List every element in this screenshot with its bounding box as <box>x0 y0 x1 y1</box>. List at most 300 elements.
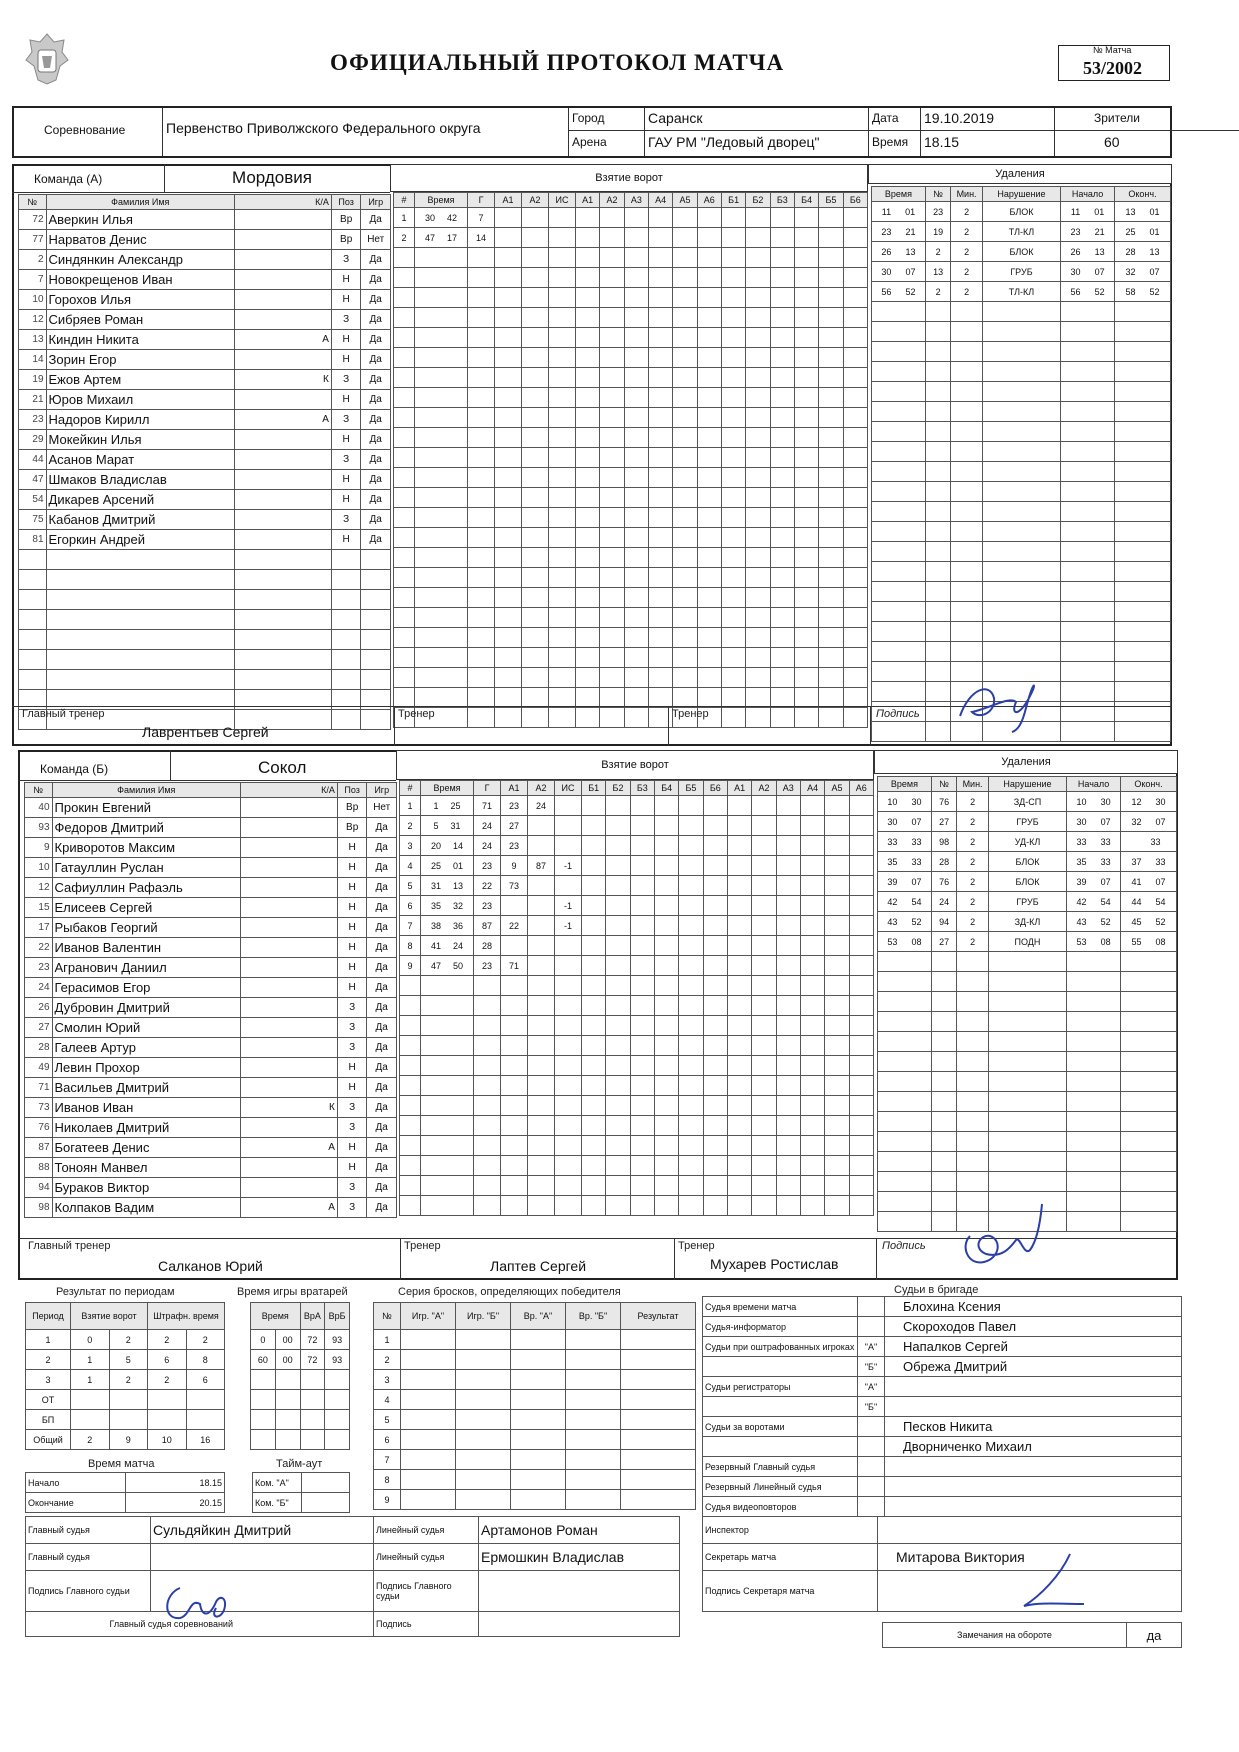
penalty-time <box>1061 242 1115 262</box>
empty-cell <box>400 1056 421 1076</box>
empty-cell <box>770 348 794 368</box>
empty-cell <box>415 688 468 708</box>
empty-cell <box>621 1330 696 1350</box>
empty-cell <box>600 448 624 468</box>
player-number: 54 <box>19 490 47 510</box>
empty-cell <box>606 956 630 976</box>
onice-header-cell: Б1 <box>721 193 745 208</box>
gk-s: 00 <box>275 1330 300 1350</box>
penalty-violation: ПОДН <box>988 932 1066 952</box>
empty-cell <box>849 1176 873 1196</box>
sig-line-label: Подпись Главного судьи <box>374 1571 479 1612</box>
penalty-row <box>872 422 1171 442</box>
penalty-header-cell: Время <box>872 187 926 202</box>
roster-row <box>25 838 397 858</box>
empty-cell <box>549 648 576 668</box>
official-row <box>703 1397 1182 1417</box>
official-row <box>703 1437 1182 1457</box>
empty-cell <box>528 996 555 1016</box>
empty-cell <box>522 408 549 428</box>
empty-cell <box>872 522 926 542</box>
empty-cell <box>951 562 983 582</box>
empty-cell <box>654 1196 678 1216</box>
penalty-time <box>1121 892 1177 912</box>
empty-cell <box>576 508 600 528</box>
empty-cell <box>703 1096 727 1116</box>
goal-row <box>400 956 874 976</box>
player-captain-mark: А <box>241 1138 338 1158</box>
player-captain-mark <box>241 878 338 898</box>
empty-cell <box>468 528 495 548</box>
empty-cell <box>415 428 468 448</box>
goal-row <box>394 608 868 628</box>
empty-cell <box>468 348 495 368</box>
goal-a1: 23 <box>501 836 528 856</box>
remarks-label: Замечания на обороте <box>883 1623 1127 1648</box>
match-number: 53/2002 <box>1083 58 1143 78</box>
penalty-row <box>872 282 1171 302</box>
goal-minute: 30 <box>424 212 435 223</box>
empty-cell <box>703 1196 727 1216</box>
empty-cell <box>727 896 751 916</box>
player-position: З <box>331 510 361 530</box>
empty-cell <box>776 856 800 876</box>
empty-cell <box>630 836 654 856</box>
empty-cell <box>606 916 630 936</box>
player-name: Шмаков Владислав <box>46 470 235 490</box>
empty-cell <box>600 208 624 228</box>
empty-cell <box>648 308 672 328</box>
roster-row <box>25 938 397 958</box>
empty-cell <box>600 248 624 268</box>
goal-a2 <box>528 956 555 976</box>
empty-cell <box>727 816 751 836</box>
penalty-sec: 07 <box>1149 266 1160 277</box>
empty-cell <box>1067 1012 1121 1032</box>
empty-cell <box>415 448 468 468</box>
penalty-min: 44 <box>1131 896 1142 907</box>
penalty-time <box>1067 792 1121 812</box>
player-plays: Да <box>361 270 391 290</box>
empty-cell <box>673 428 697 448</box>
empty-cell <box>235 650 332 670</box>
goal-a2 <box>528 876 555 896</box>
empty-cell <box>576 248 600 268</box>
empty-cell <box>1061 462 1115 482</box>
empty-cell <box>849 816 873 836</box>
empty-cell <box>721 268 745 288</box>
player-plays: Да <box>367 1118 397 1138</box>
penalty-sec: 21 <box>905 226 916 237</box>
penalty-time <box>1121 792 1177 812</box>
player-name: Богатеев Денис <box>52 1138 241 1158</box>
empty-cell <box>925 302 950 322</box>
empty-cell <box>576 608 600 628</box>
empty-cell <box>849 1136 873 1156</box>
line-ref1-value: Артамонов Роман <box>479 1517 680 1544</box>
empty-cell <box>1061 642 1115 662</box>
empty-cell <box>1067 1072 1121 1092</box>
goal-second: 13 <box>453 880 464 891</box>
empty-cell <box>468 468 495 488</box>
empty-cell <box>630 876 654 896</box>
empty-cell <box>673 488 697 508</box>
penalty-violation: ЗД-КЛ <box>988 912 1066 932</box>
goal-time <box>421 936 474 956</box>
official-row <box>703 1417 1182 1437</box>
player-position: Вр <box>337 818 367 838</box>
empty-cell <box>931 1112 956 1132</box>
player-name: Колпаков Вадим <box>52 1198 241 1218</box>
penalty-min: 32 <box>1131 816 1142 827</box>
penalty-row <box>872 322 1171 342</box>
player-plays: Да <box>361 530 391 550</box>
player-name: Сафиуллин Рафаэль <box>52 878 241 898</box>
empty-cell <box>600 628 624 648</box>
roster-row <box>25 1038 397 1058</box>
player-position: Н <box>337 1078 367 1098</box>
shootout-row <box>374 1390 696 1410</box>
empty-cell <box>925 522 950 542</box>
goal-row <box>394 288 868 308</box>
empty-cell <box>951 422 983 442</box>
empty-cell <box>528 1116 555 1136</box>
empty-cell <box>549 348 576 368</box>
empty-cell <box>606 936 630 956</box>
empty-cell <box>582 976 606 996</box>
empty-cell <box>576 648 600 668</box>
empty-cell <box>300 1410 325 1430</box>
penalty-sec: 07 <box>1100 816 1111 827</box>
empty-cell <box>474 1136 501 1156</box>
empty-cell <box>576 468 600 488</box>
goal-is <box>549 228 576 248</box>
goal-g: 87 <box>474 916 501 936</box>
roster-row <box>25 898 397 918</box>
empty-cell <box>957 1112 989 1132</box>
player-position: Н <box>337 1058 367 1078</box>
empty-cell <box>794 288 818 308</box>
penalty-time <box>1067 872 1121 892</box>
empty-cell <box>648 208 672 228</box>
player-name: Аверкин Илья <box>46 210 235 230</box>
empty-cell <box>654 1016 678 1036</box>
player-name: Зорин Егор <box>46 350 235 370</box>
empty-cell <box>770 628 794 648</box>
empty-cell <box>951 302 983 322</box>
empty-cell <box>400 1136 421 1156</box>
player-position: Н <box>331 390 361 410</box>
empty-cell <box>982 322 1060 342</box>
shootout-header-cell: Вр. "А" <box>511 1303 566 1330</box>
empty-cell <box>697 308 721 328</box>
shootout-header-cell: Результат <box>621 1303 696 1330</box>
empty-cell <box>951 642 983 662</box>
penalty-row <box>872 542 1171 562</box>
empty-cell <box>275 1410 300 1430</box>
empty-cell <box>415 368 468 388</box>
player-plays: Да <box>361 450 391 470</box>
period-pen-a: 2 <box>148 1370 187 1390</box>
empty-cell <box>872 502 926 522</box>
empty-cell <box>549 448 576 468</box>
empty-cell <box>576 668 600 688</box>
onice-header-cell: А5 <box>825 781 849 796</box>
gk-row <box>251 1350 350 1370</box>
player-number: 75 <box>19 510 47 530</box>
player-number: 77 <box>19 230 47 250</box>
empty-cell <box>703 1016 727 1036</box>
empty-cell <box>697 668 721 688</box>
empty-cell <box>576 348 600 368</box>
onice-header-cell: Б6 <box>843 193 867 208</box>
player-position: Н <box>331 470 361 490</box>
goal-row <box>394 528 868 548</box>
empty-cell <box>576 328 600 348</box>
empty-cell <box>495 588 522 608</box>
empty-cell <box>721 208 745 228</box>
empty-cell <box>421 1016 474 1036</box>
empty-cell <box>415 548 468 568</box>
goal-row <box>400 1016 874 1036</box>
empty-cell <box>325 1370 350 1390</box>
empty-cell <box>703 916 727 936</box>
empty-cell <box>800 1176 824 1196</box>
empty-cell <box>794 688 818 708</box>
empty-cell <box>654 1156 678 1176</box>
penalty-player: 27 <box>931 812 956 832</box>
empty-cell <box>582 956 606 976</box>
empty-cell <box>825 1196 849 1216</box>
empty-cell <box>394 428 415 448</box>
player-plays: Да <box>361 310 391 330</box>
penalty-row <box>878 1112 1177 1132</box>
empty-cell <box>794 568 818 588</box>
empty-cell <box>648 468 672 488</box>
empty-cell <box>721 588 745 608</box>
goal-minute: 35 <box>430 900 441 911</box>
empty-cell <box>624 468 648 488</box>
penalty-sec: 21 <box>1094 226 1105 237</box>
empty-cell <box>582 816 606 836</box>
empty-cell <box>931 1132 956 1152</box>
empty-cell <box>825 876 849 896</box>
empty-cell <box>872 302 926 322</box>
roster-row <box>19 290 391 310</box>
empty-cell <box>511 1430 566 1450</box>
penalty-sec: 33 <box>1100 836 1111 847</box>
goal-a2 <box>522 228 549 248</box>
player-name: Асанов Марат <box>46 450 235 470</box>
empty-cell <box>549 428 576 448</box>
empty-cell <box>468 588 495 608</box>
empty-cell <box>673 368 697 388</box>
period-pen-a: 6 <box>148 1350 187 1370</box>
goal-a1: 27 <box>501 816 528 836</box>
shootout-row <box>374 1330 696 1350</box>
player-position: Н <box>331 530 361 550</box>
empty-cell <box>501 976 528 996</box>
empty-cell <box>555 1116 582 1136</box>
goal-is <box>555 936 582 956</box>
empty-cell <box>624 668 648 688</box>
empty-cell <box>872 562 926 582</box>
goal-time <box>421 856 474 876</box>
goal-g: 24 <box>474 836 501 856</box>
roster-row <box>25 998 397 1018</box>
goal-row <box>394 328 868 348</box>
empty-cell <box>235 610 332 630</box>
empty-cell <box>1067 1112 1121 1132</box>
period-goals-b: 5 <box>109 1350 148 1370</box>
team-a-coach2-label: Тренер <box>672 708 709 720</box>
empty-cell <box>752 796 776 816</box>
main-ref1-value: Сульдяйкин Дмитрий <box>151 1517 374 1544</box>
team-b-label: Команда (Б) <box>40 762 109 776</box>
empty-cell <box>331 670 361 690</box>
penalty-sec: 33 <box>1100 856 1111 867</box>
empty-cell <box>624 708 648 728</box>
player-position: З <box>337 1178 367 1198</box>
empty-cell <box>825 816 849 836</box>
empty-cell <box>582 876 606 896</box>
empty-cell <box>566 1330 621 1350</box>
goal-time <box>421 956 474 976</box>
empty-cell <box>1121 1012 1177 1032</box>
empty-cell <box>752 836 776 856</box>
empty-cell <box>1061 422 1115 442</box>
official-name: Блохина Ксения <box>885 1297 1182 1317</box>
empty-cell <box>752 816 776 836</box>
penalty-row <box>872 222 1171 242</box>
goal-a1 <box>501 936 528 956</box>
player-number: 10 <box>25 858 53 878</box>
empty-cell <box>951 362 983 382</box>
penalty-violation: ГРУБ <box>982 262 1060 282</box>
period-pen-b <box>186 1390 225 1410</box>
penalty-time <box>878 872 932 892</box>
empty-cell <box>872 322 926 342</box>
empty-cell <box>630 1056 654 1076</box>
penalty-min: 30 <box>1076 816 1087 827</box>
goal-row <box>400 996 874 1016</box>
penalty-sec: 30 <box>1100 796 1111 807</box>
empty-cell <box>931 1072 956 1092</box>
empty-cell <box>721 328 745 348</box>
player-captain-mark <box>241 838 338 858</box>
shootout-row <box>374 1370 696 1390</box>
player-plays: Да <box>367 998 397 1018</box>
empty-cell <box>511 1470 566 1490</box>
shootout-number: 1 <box>374 1330 401 1350</box>
empty-cell <box>400 1196 421 1216</box>
penalty-time <box>1121 852 1177 872</box>
empty-cell <box>752 1016 776 1036</box>
empty-cell <box>825 1176 849 1196</box>
empty-cell <box>721 488 745 508</box>
empty-cell <box>394 288 415 308</box>
player-name: Егоркин Андрей <box>46 530 235 550</box>
team-a-goals-header: Взятие ворот <box>390 164 868 192</box>
empty-cell <box>957 992 989 1012</box>
empty-cell <box>819 708 843 728</box>
player-captain-mark <box>241 1058 338 1078</box>
player-captain-mark <box>241 898 338 918</box>
empty-cell <box>819 228 843 248</box>
secretary-label: Секретарь матча <box>703 1544 878 1571</box>
empty-cell <box>872 422 926 442</box>
onice-header-cell: Б2 <box>746 193 770 208</box>
penalty-time <box>1061 222 1115 242</box>
empty-cell <box>251 1430 276 1450</box>
empty-cell <box>752 956 776 976</box>
empty-cell <box>957 1032 989 1052</box>
empty-cell <box>721 668 745 688</box>
player-position: Н <box>337 878 367 898</box>
empty-cell <box>648 228 672 248</box>
empty-cell <box>582 1056 606 1076</box>
empty-cell <box>394 548 415 568</box>
empty-cell <box>415 348 468 368</box>
player-position: З <box>331 370 361 390</box>
empty-cell <box>1067 1212 1121 1232</box>
empty-cell <box>746 308 770 328</box>
empty-cell <box>1115 502 1171 522</box>
player-captain-mark: А <box>235 410 332 430</box>
empty-cell <box>495 288 522 308</box>
empty-cell <box>495 428 522 448</box>
empty-cell <box>648 488 672 508</box>
penalty-row <box>872 562 1171 582</box>
player-name: Рыбаков Георгий <box>52 918 241 938</box>
player-plays: Да <box>367 1198 397 1218</box>
empty-cell <box>624 688 648 708</box>
penalty-time <box>1067 812 1121 832</box>
shootout-title: Серия бросков, определяющих победителя <box>398 1286 621 1298</box>
official-row <box>703 1497 1182 1517</box>
empty-cell <box>746 628 770 648</box>
gk-m: 0 <box>251 1330 276 1350</box>
empty-cell <box>931 1032 956 1052</box>
empty-cell <box>630 816 654 836</box>
shootout-header <box>374 1303 696 1330</box>
empty-cell <box>415 628 468 648</box>
empty-cell <box>752 1116 776 1136</box>
empty-cell <box>819 328 843 348</box>
empty-cell <box>566 1410 621 1430</box>
empty-cell <box>849 1036 873 1056</box>
empty-cell <box>1061 362 1115 382</box>
player-position: Вр <box>331 230 361 250</box>
empty-cell <box>843 668 867 688</box>
empty-cell <box>648 688 672 708</box>
empty-cell <box>511 1490 566 1510</box>
empty-cell <box>752 1036 776 1056</box>
empty-cell <box>878 1112 932 1132</box>
empty-cell <box>522 668 549 688</box>
empty-cell <box>606 1016 630 1036</box>
empty-cell <box>555 1096 582 1116</box>
empty-cell <box>843 268 867 288</box>
empty-cell <box>673 608 697 628</box>
empty-cell <box>501 1096 528 1116</box>
empty-cell <box>819 388 843 408</box>
empty-cell <box>982 582 1060 602</box>
penalty-header-cell: Начало <box>1067 777 1121 792</box>
empty-cell <box>549 528 576 548</box>
empty-cell <box>1121 1212 1177 1232</box>
empty-cell <box>555 1056 582 1076</box>
